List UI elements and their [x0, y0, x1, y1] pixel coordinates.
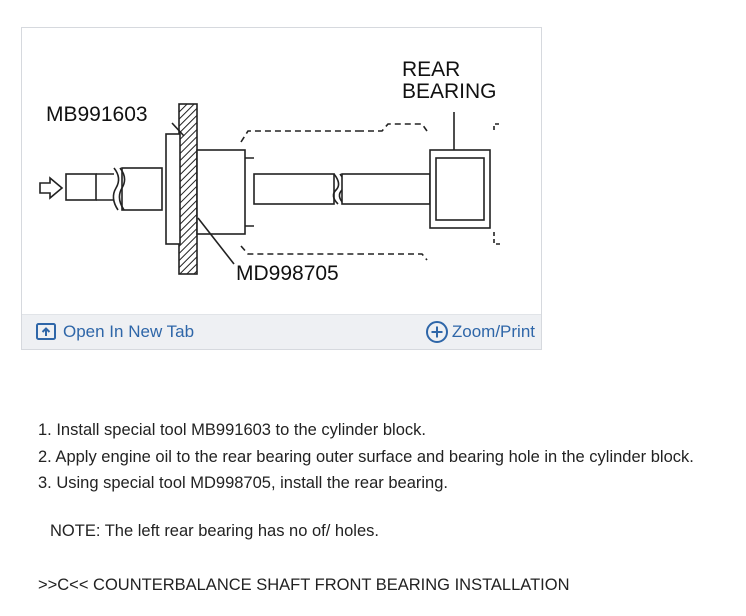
- push-arrow-icon: [40, 178, 62, 198]
- label-mb991603: MB991603: [46, 103, 148, 126]
- label-bearing: BEARING: [402, 80, 497, 103]
- instruction-steps: [38, 417, 694, 497]
- figure-card: [21, 27, 542, 350]
- bearing-installation-diagram: [22, 28, 541, 315]
- step-item: 3. Using special tool MD998705, install the rear bearing.: [38, 474, 448, 492]
- zoom-print-link[interactable]: [425, 315, 535, 349]
- zoom-print-label: Zoom/Print: [451, 322, 535, 341]
- label-md998705: MD998705: [236, 262, 339, 285]
- open-new-tab-icon: [36, 323, 56, 341]
- step-item: 2. Apply engine oil to the rear bearing outer surface and bearing hole in the cylinder block.: [38, 447, 694, 466]
- zoom-plus-icon: [425, 320, 449, 344]
- figure-footer: [22, 314, 541, 349]
- open-in-new-tab-link[interactable]: [36, 315, 194, 349]
- label-rear: REAR: [402, 58, 461, 81]
- note-text: NOTE: The left rear bearing has no of/ holes.: [50, 522, 379, 540]
- open-in-new-tab-label: Open In New Tab: [63, 322, 195, 341]
- section-heading: >>C<< COUNTERBALANCE SHAFT FRONT BEARING INSTALLATION: [38, 576, 570, 594]
- step-item: 1. Install special tool MB991603 to the cylinder block.: [38, 421, 426, 439]
